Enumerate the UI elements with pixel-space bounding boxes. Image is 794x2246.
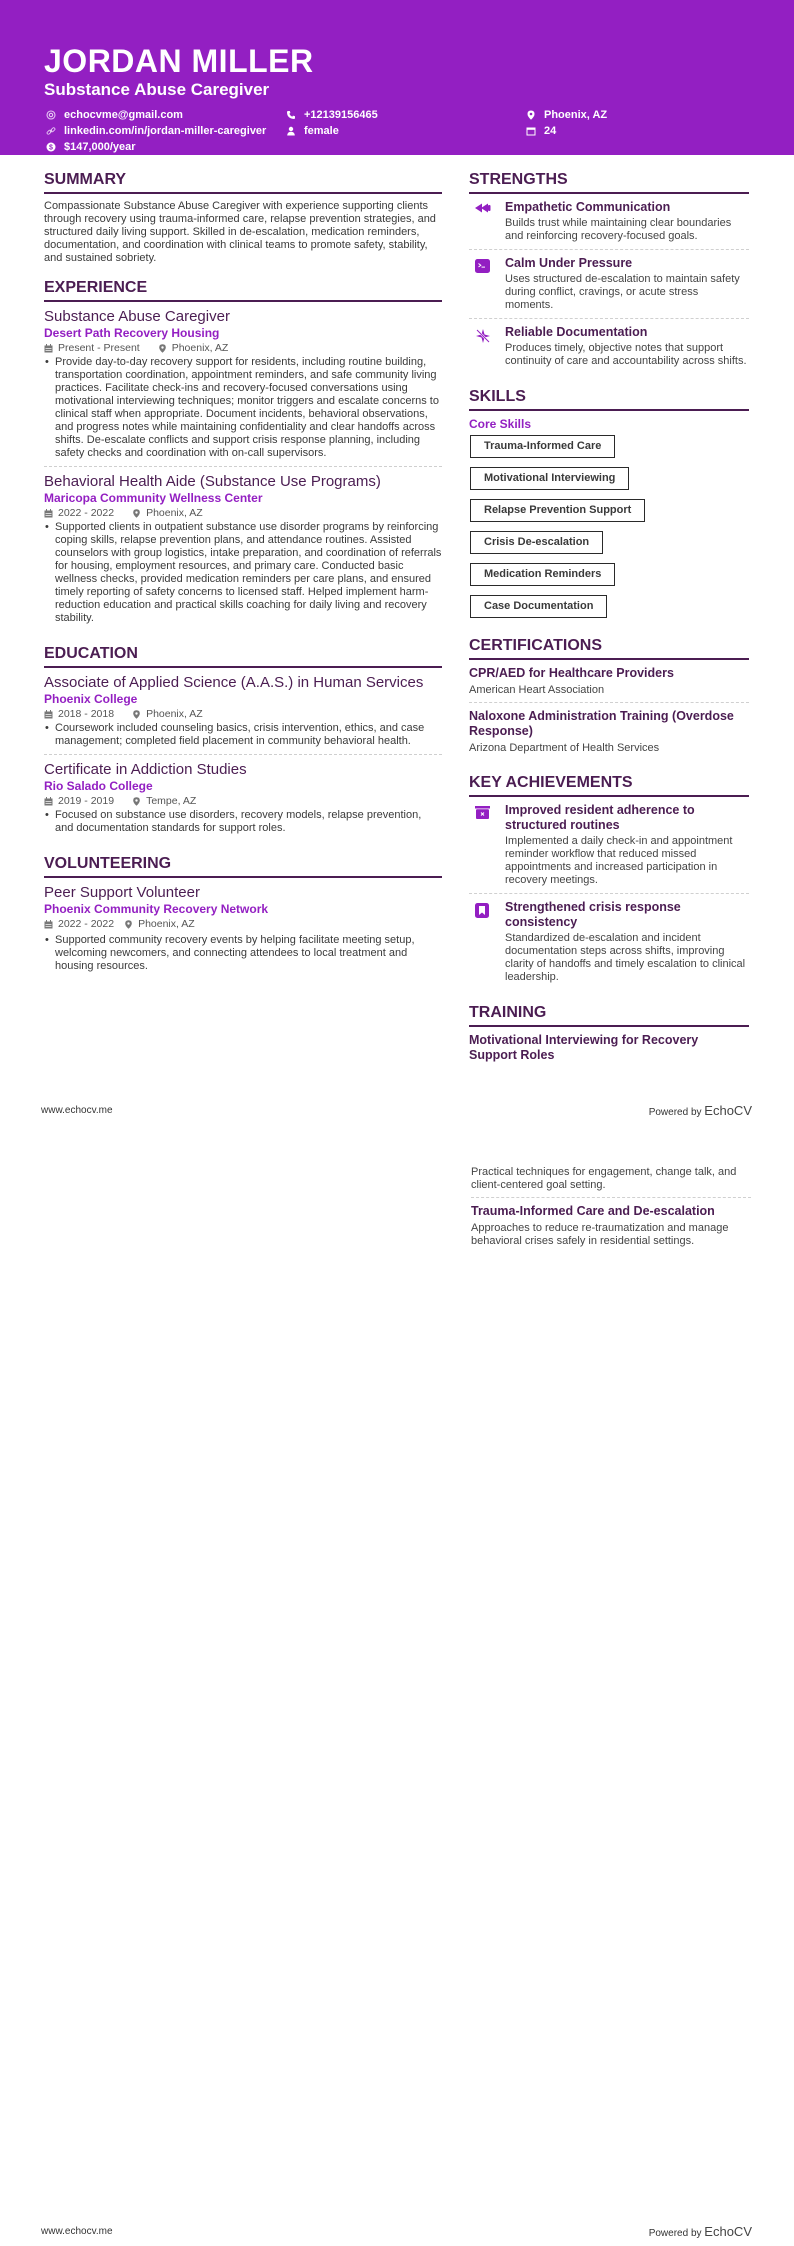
training-description: Approaches to reduce re-traumatization and manage behavioral crises safely in residential settings.: [471, 1222, 729, 1247]
entry-meta: [44, 794, 442, 808]
entry-dates: 2018 - 2018: [58, 708, 115, 720]
strength-title: Empathetic Communication: [505, 200, 671, 214]
rewind-icon: [469, 200, 505, 243]
calendar-icon: [44, 509, 53, 518]
powered-by: [649, 1103, 752, 1118]
degree-title: Certificate in Addiction Studies: [44, 761, 247, 778]
page-footer: [0, 1101, 794, 1121]
certification-item: [469, 666, 749, 703]
map-pin-icon: [124, 920, 133, 929]
website-link[interactable]: www.echocv.me: [41, 1105, 113, 1116]
contact-linkedin[interactable]: [44, 124, 284, 137]
employer-name: Maricopa Community Wellness Center: [44, 491, 263, 505]
candidate-title: Substance Abuse Caregiver: [44, 80, 270, 99]
salary-text: $147,000/year: [64, 140, 136, 153]
website-link[interactable]: www.echocv.me: [41, 2226, 113, 2237]
calendar-icon: [526, 126, 536, 136]
strength-description: Builds trust while maintaining clear boundaries and reinforcing recovery-focused goals.: [505, 217, 732, 242]
entry-description: • Coursework included counseling basics, crisis intervention, ethics, and case management; completed field placement in community behavioral health.: [44, 722, 442, 748]
age-text: 24: [544, 124, 557, 137]
strengths-section: [469, 171, 749, 374]
at-icon: [46, 110, 56, 120]
employer-name: Desert Path Recovery Housing: [44, 326, 220, 340]
section-heading: STRENGTHS: [469, 171, 749, 194]
entry-description: • Focused on substance use disorders, recovery models, relapse prevention, and documentation standards for support roles.: [44, 809, 442, 835]
user-icon: [286, 126, 296, 136]
entry-dates: 2022 - 2022: [58, 918, 115, 930]
school-name: Phoenix College: [44, 692, 138, 706]
sparkle-off-icon: [469, 325, 505, 368]
email-text: echocvme@gmail.com: [64, 108, 183, 121]
dollar-icon: [46, 142, 56, 152]
powered-by: [649, 2224, 752, 2239]
phone-icon: [286, 110, 296, 120]
volunteering-section: [44, 855, 442, 979]
training-description: Practical techniques for engagement, change talk, and client-centered goal setting.: [471, 1166, 737, 1191]
strength-title: Reliable Documentation: [505, 325, 648, 339]
entry-dates: Present - Present: [58, 342, 140, 354]
map-pin-icon: [526, 110, 536, 120]
job-title: Behavioral Health Aide (Substance Use Programs): [44, 473, 381, 490]
strength-item: [469, 200, 749, 250]
page-footer: [0, 2222, 794, 2242]
achievement-description: Implemented a daily check-in and appointment reminder workflow that reduced missed appointments and increased participation in recovery meetings.: [505, 835, 733, 886]
contact-info: [44, 108, 750, 153]
entry-meta: [44, 341, 442, 355]
brand-name: EchoCV: [704, 2224, 752, 2239]
skill-tag: Motivational Interviewing: [470, 467, 629, 490]
entry-meta: [44, 707, 442, 721]
achievement-item: [469, 900, 749, 990]
skills-list: [469, 435, 749, 627]
contact-age: [524, 124, 724, 137]
svg-text:$: $: [49, 144, 53, 152]
certification-issuer: American Heart Association: [469, 684, 605, 696]
entry-description: • Provide day-to-day recovery support for residents, including routine building, transportation coordination, appointment reminders, and safe community living practices. Facilitate check-ins and recovery-focused conversations using motivational interviewing techniques; monitor triggers and escalate concerns to clinical staff when appropriate. Document incidents, behavioral observations, and progress notes while maintaining confidentiality and clear handoffs across shifts. De-escalate conflicts and support crisis response planning, including safety checks and coordination with on-call supervisors.: [44, 356, 442, 460]
training-title: Trauma-Informed Care and De-escalation: [471, 1204, 715, 1218]
achievements-section: [469, 774, 749, 990]
education-entry: [44, 674, 442, 755]
gender-text: female: [304, 124, 339, 137]
skill-tag: Medication Reminders: [470, 563, 615, 586]
entry-dates: 2022 - 2022: [58, 507, 115, 519]
map-pin-icon: [158, 344, 167, 353]
contact-salary: [44, 140, 284, 153]
link-icon: [46, 126, 56, 136]
achievement-item: [469, 803, 749, 894]
powered-by-label: Powered by: [648, 1107, 702, 1118]
experience-entry: [44, 308, 442, 467]
job-title: Substance Abuse Caregiver: [44, 308, 230, 325]
powered-by-label: Powered by: [648, 2228, 702, 2239]
section-heading: EDUCATION: [44, 645, 442, 668]
skill-tag: Case Documentation: [470, 595, 607, 618]
location-text: Phoenix, AZ: [544, 108, 608, 121]
certifications-section: [469, 637, 749, 760]
degree-title: Associate of Applied Science (A.A.S.) in Human Services: [44, 674, 424, 691]
organization-name: Phoenix Community Recovery Network: [44, 902, 269, 916]
entry-meta: [44, 506, 442, 520]
linkedin-text: linkedin.com/in/jordan-miller-caregiver: [64, 124, 267, 137]
map-pin-icon: [132, 710, 141, 719]
brand-name: EchoCV: [704, 1103, 752, 1118]
achievement-description: Standardized de-escalation and incident documentation steps across shifts, improving clarity of handoffs and timely escalation to clinical leadership.: [505, 932, 746, 983]
entry-location: Phoenix, AZ: [146, 708, 203, 720]
entry-location: Tempe, AZ: [146, 795, 197, 807]
training-continuation: [471, 1166, 751, 1248]
right-column: [469, 171, 749, 1077]
contact-location: [524, 108, 724, 121]
contact-email[interactable]: [44, 108, 284, 121]
experience-entry: [44, 473, 442, 631]
education-entry: [44, 761, 442, 841]
certification-title: Naloxone Administration Training (Overdose Response): [469, 709, 734, 738]
entry-location: Phoenix, AZ: [138, 918, 195, 930]
training-section: [469, 1004, 749, 1063]
candidate-name: JORDAN MILLER: [44, 43, 314, 79]
contact-phone[interactable]: [284, 108, 524, 121]
resume-header: [0, 0, 794, 155]
strength-description: Produces timely, objective notes that support continuity of care and accountability across shifts.: [505, 342, 747, 367]
section-heading: CERTIFICATIONS: [469, 637, 749, 660]
archive-x-icon: [469, 803, 505, 887]
map-pin-icon: [132, 509, 141, 518]
section-heading: SKILLS: [469, 388, 749, 411]
certification-issuer: Arizona Department of Health Services: [469, 742, 660, 754]
skills-section: [469, 388, 749, 627]
skill-group-title: Core Skills: [469, 417, 532, 431]
certification-item: [469, 709, 749, 760]
entry-description: • Supported community recovery events by helping facilitate meeting setup, welcoming newcomers, and connecting attendees to local treatment and housing resources.: [44, 934, 442, 973]
entry-location: Phoenix, AZ: [171, 342, 229, 354]
section-heading: EXPERIENCE: [44, 279, 442, 302]
summary-text: Compassionate Substance Abuse Caregiver with experience supporting clients through recovery using trauma-informed care, relapse prevention strategies, and structured daily living support. Skilled in de-escalation, medication reminders, documentation, and coordination with clinical teams to promote safety, stability, and sustained sobriety.: [44, 200, 436, 264]
contact-gender: [284, 124, 524, 137]
map-pin-icon: [132, 797, 141, 806]
section-heading: TRAINING: [469, 1004, 749, 1027]
volunteering-entry: [44, 884, 442, 979]
skill-tag: Trauma-Informed Care: [470, 435, 615, 458]
section-heading: KEY ACHIEVEMENTS: [469, 774, 749, 797]
summary-section: [44, 171, 442, 265]
skill-tag: Crisis De-escalation: [470, 531, 603, 554]
strength-description: Uses structured de-escalation to maintain safety during conflict, cravings, or acute stress moments.: [505, 273, 740, 311]
education-section: [44, 645, 442, 841]
achievement-title: Strengthened crisis response consistency: [505, 900, 681, 929]
certification-title: CPR/AED for Healthcare Providers: [469, 666, 674, 680]
training-title: Motivational Interviewing for Recovery Support Roles: [469, 1033, 699, 1062]
divider: [471, 1197, 751, 1198]
section-heading: SUMMARY: [44, 171, 442, 194]
bookmark-icon: [469, 900, 505, 984]
calendar-icon: [44, 920, 53, 929]
strength-item: [469, 256, 749, 319]
experience-section: [44, 279, 442, 631]
calendar-icon: [44, 710, 53, 719]
role-title: Peer Support Volunteer: [44, 884, 200, 901]
entry-meta: [44, 917, 442, 931]
left-column: [44, 171, 442, 1077]
calendar-icon: [44, 344, 53, 353]
entry-location: Phoenix, AZ: [146, 507, 203, 519]
section-heading: VOLUNTEERING: [44, 855, 442, 878]
phone-text: +12139156465: [304, 108, 378, 121]
terminal-icon: [469, 256, 505, 312]
calendar-icon: [44, 797, 53, 806]
entry-description: • Supported clients in outpatient substance use disorder programs by reinforcing coping skills, relapse prevention plans, and attendance routines. Assisted counselors with group logistics, intake preparation, and coordination of referrals for housing, employment resources, and primary care. Conducted basic wellness checks, provided medication reminders per care plans, and ensured timely reporting of safety concerns to licensed staff. Helped implement harm-reduction education and practical skills coaching for daily living and recovery stability.: [44, 521, 442, 625]
strength-item: [469, 325, 749, 374]
achievement-title: Improved resident adherence to structured routines: [505, 803, 695, 832]
skill-tag: Relapse Prevention Support: [470, 499, 645, 522]
strength-title: Calm Under Pressure: [505, 256, 633, 270]
entry-dates: 2019 - 2019: [58, 795, 115, 807]
school-name: Rio Salado College: [44, 779, 153, 793]
